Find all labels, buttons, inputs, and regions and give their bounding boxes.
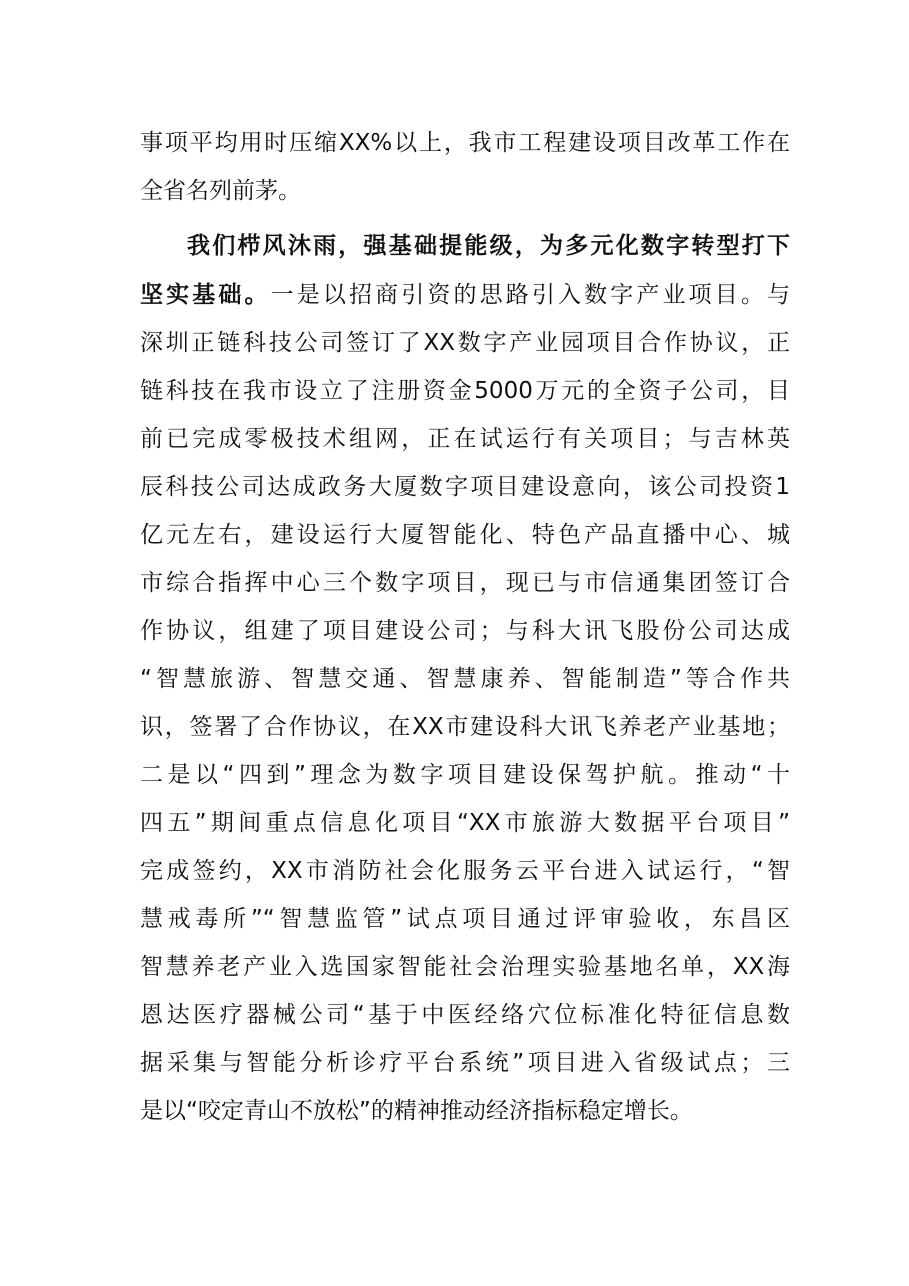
paragraph-2-line: 据采集与智能分析诊疗平台系统”项目进入省级试点；三 [140,1050,790,1076]
paragraph-2-line: 链科技在我市设立了注册资金5000万元的全资子公司，目 [140,378,790,404]
paragraph-2-line: 是以“咬定青山不放松”的精神推动经济指标稳定增长。 [140,1098,693,1124]
paragraph-2-heading-end: 坚实基础。 [140,282,271,308]
paragraph-2-line: 前已完成零极技术组网，正在试运行有关项目；与吉林英 [140,426,790,452]
paragraph-2-heading-line-1: 我们栉风沐雨，强基础提能级，为多元化数字转型打下 [187,233,790,259]
paragraph-2-line-2 [140,280,790,310]
paragraph-2-line: 完成签约，XX市消防社会化服务云平台进入试运行，“智 [140,858,790,884]
paragraph-2-line: 辰科技公司达成政务大厦数字项目建设意向，该公司投资1 [140,474,790,500]
paragraph-2-line: 亿元左右，建设运行大厦智能化、特色产品直播中心、城 [140,522,790,548]
paragraph-2-line: 慧戒毒所”“智慧监管”试点项目通过评审验收，东昌区 [140,906,790,932]
paragraph-2-line: “智慧旅游、智慧交通、智慧康养、智能制造”等合作共 [140,666,790,692]
paragraph-2-line-2-text: 一是以招商引资的思路引入数字产业项目。与 [270,282,790,308]
paragraph-2-line: 识，签署了合作协议，在XX市建设科大讯飞养老产业基地； [140,714,790,740]
paragraph-2-line: 二是以“四到”理念为数字项目建设保驾护航。推动“十 [140,762,790,788]
paragraph-1-line-2: 全省名列前茅。 [140,178,301,204]
paragraph-2-line: 深圳正链科技公司签订了XX数字产业园项目合作协议，正 [140,330,790,356]
paragraph-2-line: 市综合指挥中心三个数字项目，现已与市信通集团签订合 [140,570,790,596]
paragraph-1-line-1: 事项平均用时压缩XX%以上，我市工程建设项目改革工作在 [140,130,790,156]
paragraph-2-line: 作协议，组建了项目建设公司；与科大讯飞股份公司达成 [140,618,790,644]
paragraph-2-line: 恩达医疗器械公司“基于中医经络穴位标准化特征信息数 [140,1002,790,1028]
paragraph-2-line: 智慧养老产业入选国家智能社会治理实验基地名单，XX海 [140,954,790,980]
paragraph-2-line: 四五”期间重点信息化项目“XX市旅游大数据平台项目” [140,810,790,836]
